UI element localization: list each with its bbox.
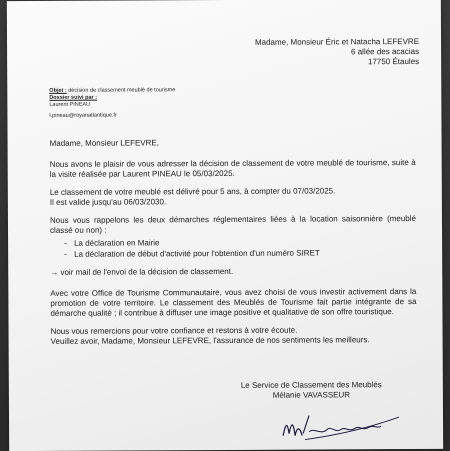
paragraph-decision: Nous avons le plaisir de vous adresser la décision de classement de votre meublé de tourisme, suite à la visite réalisée par Laurent PINEAU le 05/03/2025. <box>49 158 416 179</box>
paragraph-office: Avec votre Office de Tourisme Communautaire, vous avez choisi de vous investir activement dans la promotion de votre territoire. Le classement des Meublés de Tourisme fait partie intégrante de sa démarche qualité ; il contribue à diffuser une image positive et qualitative de son offre touristique. <box>50 286 417 318</box>
handwritten-signature <box>275 405 405 446</box>
sender-service: Le Service de Classement des Meublés <box>240 380 382 390</box>
recipient-address <box>255 37 419 68</box>
list-item: - La déclaration en Mairie <box>64 237 416 249</box>
paragraph-validity <box>50 186 416 208</box>
recipient-city: 17750 Étaules <box>367 56 420 67</box>
contact-name: Laurent PINEAU <box>49 101 91 108</box>
validity-end: Il est valide jusqu'au 06/03/2030. <box>49 197 167 207</box>
paragraph-closing <box>51 325 417 347</box>
contact-email: l.pineau@royanatlantique.fr <box>49 112 117 119</box>
thanks-line: Nous vous remercions pour votre confiance et restons à votre écoute. <box>50 325 298 336</box>
recipient-street: 6 allée des acacias <box>351 46 420 57</box>
greeting: Madame, Monsieur LEFEVRE, <box>49 138 159 148</box>
recipient-name: Madame, Monsieur Éric et Natacha LEFEVRE <box>254 36 420 47</box>
subject-label: Objet : <box>49 87 67 94</box>
followed-by-label: Dossier suivi par : <box>49 94 98 101</box>
sender-name: Mélanie VAVASSEUR <box>272 390 351 400</box>
subject-line <box>49 87 175 95</box>
sender-block <box>241 380 382 401</box>
procedures-list <box>50 237 416 260</box>
mail-note: → voir mail de l'envoi de la décision de classement. <box>50 266 234 277</box>
salutation-line: Veuillez avoir, Madame, Monsieur LEFEVRE, l'assurance de nos sentiments les meilleurs. <box>50 335 370 346</box>
validity-start: Le classement de votre meublé est délivré pour 5 ans, à compter du 07/03/2025. <box>49 186 336 197</box>
letter-page <box>7 0 443 451</box>
subject-value: décision de classement meublé de tourisme <box>66 87 176 94</box>
list-item: - La déclaration de début d'activité pour l'obtention d'un numéro SIRET <box>64 248 416 260</box>
paragraph-reminder: Nous vous rappelons les deux démarches réglementaires liées à la location saisonnière (meublé classé ou non) : <box>49 214 416 235</box>
letter-body <box>50 137 417 355</box>
reference-block <box>49 87 175 120</box>
